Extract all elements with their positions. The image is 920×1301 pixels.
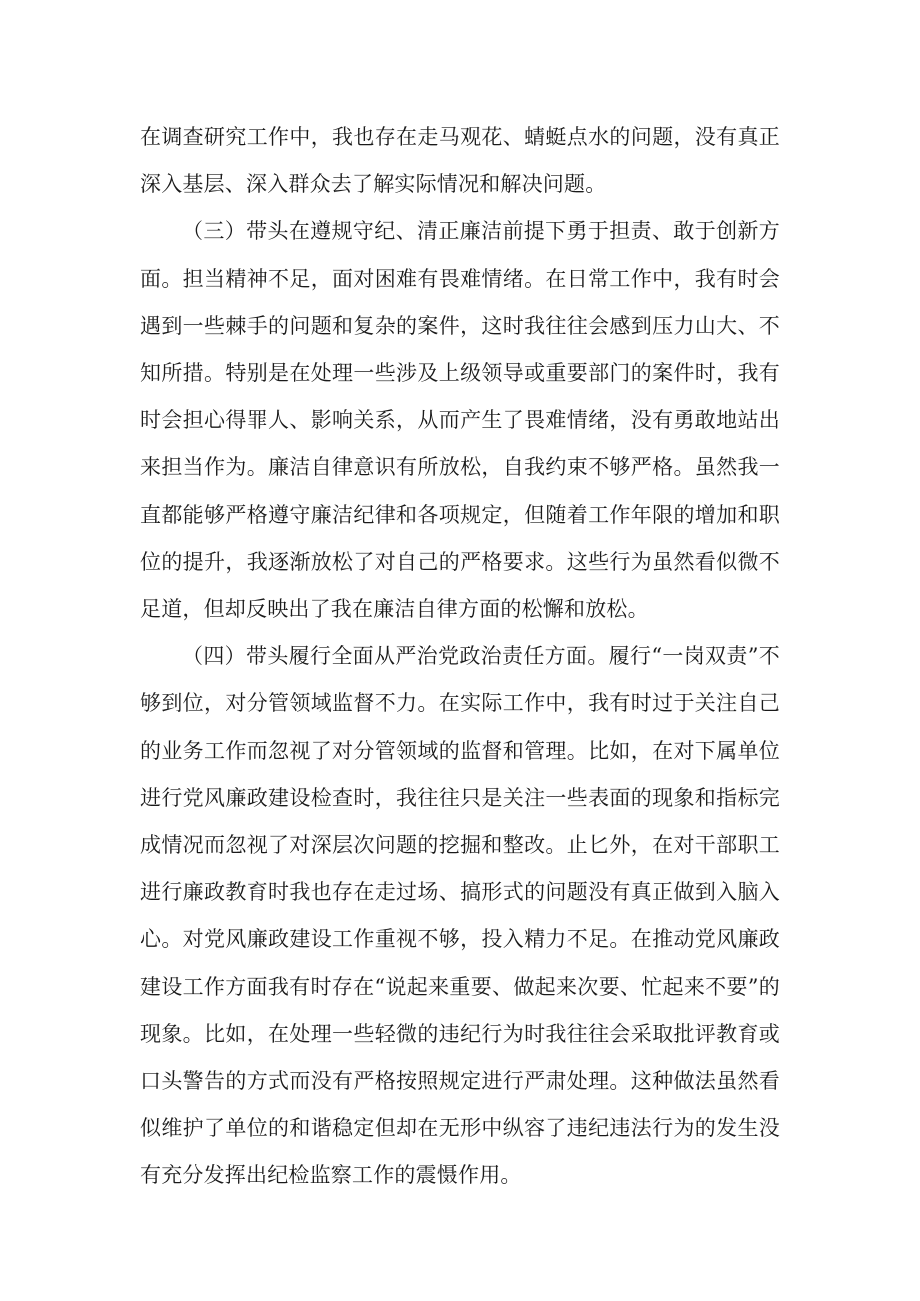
paragraph-section-three: （三）带头在遵规守纪、清正廉洁前提下勇于担责、敢于创新方面。担当精神不足，面对困难有畏难情绪。在日常工作中，我有时会遇到一些棘手的问题和复杂的案件，这时我往往会感到压力山大、不知所措。特别是在处理一些涉及上级领导或重要部门的案件时，我有时会担心得罪人、影响关系，从而产生了畏难情绪，没有勇敢地站出来担当作为。廉洁自律意识有所放松，自我约束不够严格。虽然我一直都能够严格遵守廉洁纪律和各项规定，但随着工作年限的增加和职位的提升，我逐渐放松了对自己的严格要求。这些行为虽然看似微不足道，但却反映出了我在廉洁自律方面的松懈和放松。	[140, 219, 780, 622]
paragraph-section-four: （四）带头履行全面从严治党政治责任方面。履行“一岗双责”不够到位，对分管领域监督不力。在实际工作中，我有时过于关注自己的业务工作而忽视了对分管领域的监督和管理。比如，在对下属单位进行党风廉政建设检查时，我往往只是关注一些表面的现象和指标完成情况而忽视了对深层次问题的挖掘和整改。止匕外，在对干部职工进行廉政教育时我也存在走过场、搞形式的问题没有真正做到入脑入心。对党风廉政建设工作重视不够，投入精力不足。在推动党风廉政建设工作方面我有时存在“说起来重要、做起来次要、忙起来不要”的现象。比如，在处理一些轻微的违纪行为时我往往会采取批评教育或口头警告的方式而没有严格按照规定进行严肃处理。这种做法虽然看似维护了单位的和谐稳定但却在无形中纵容了违纪违法行为的发生没有充分发挥出纪检监察工作的震慑作用。	[140, 644, 780, 1188]
paragraph-continuation: 在调查研究工作中，我也存在走马观花、蜻蜓点水的问题，没有真正深入基层、深入群众去了解实际情况和解决问题。	[140, 125, 780, 197]
document-body	[140, 114, 780, 1200]
